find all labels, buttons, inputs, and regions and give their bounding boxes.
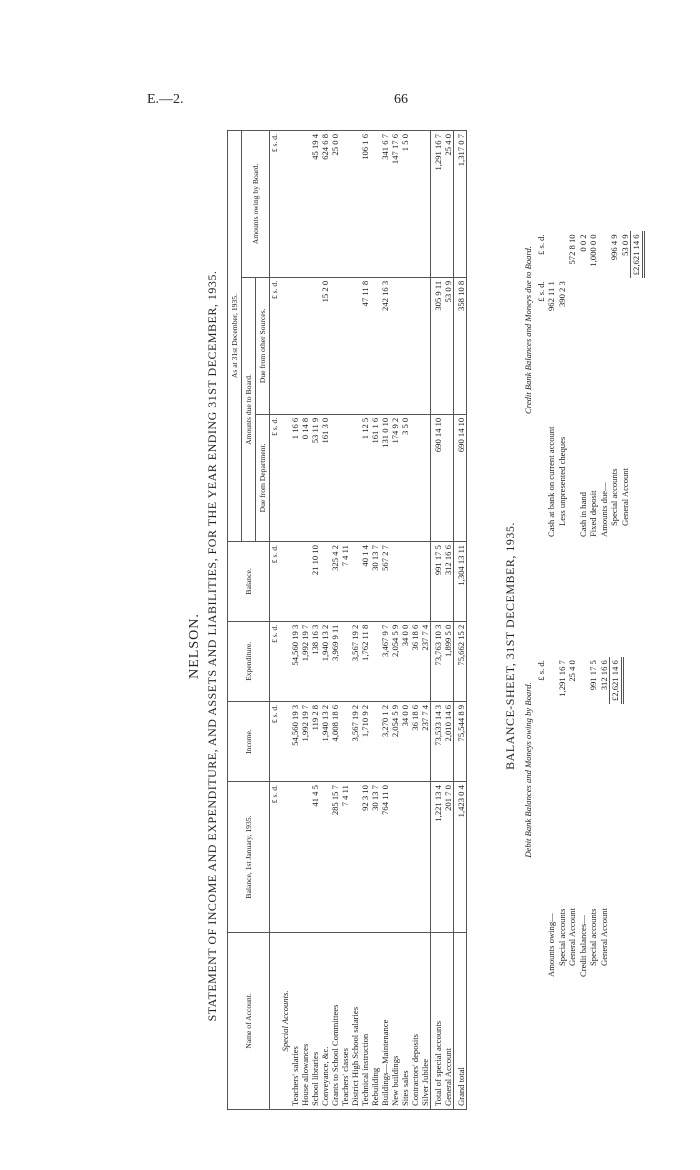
cell-bal [410, 542, 420, 622]
cell-owing: 341 6 7 [380, 131, 390, 278]
cell-exp: 3,467 9 7 [380, 621, 390, 701]
cell-bal-jan: 1,423 0 4 [454, 782, 467, 933]
cell-owing [290, 131, 300, 278]
cell-dept: 1 12 5 [360, 414, 370, 541]
list-item [609, 231, 620, 540]
credit-label: Fixed deposit [588, 490, 598, 537]
cell-owing: 1 5 0 [400, 131, 410, 278]
cell-exp: 1,899 5 0 [443, 621, 454, 701]
credit-table [536, 231, 645, 540]
account-name: Grants to School Committees [330, 933, 340, 1110]
cell-income: 75,544 8 9 [454, 701, 467, 781]
cell-exp: 36 18 6 [410, 621, 420, 701]
table-row [330, 131, 340, 1110]
cell-exp: 34 0 0 [400, 621, 410, 701]
col-due-dept: Due from Department. [256, 414, 270, 541]
cell-other [390, 277, 400, 414]
cell-bal [320, 542, 330, 622]
cell-exp [370, 621, 380, 701]
account-name: Teachers' salaries [290, 933, 300, 1110]
cell-other: 47 11 8 [360, 277, 370, 414]
cell-income: 4,008 18 6 [330, 701, 340, 781]
cell-bal: 567 2 7 [380, 542, 390, 622]
credit-label: Cash at bank on current account [546, 426, 556, 537]
account-name: General Account [443, 933, 454, 1110]
cell-bal: 30 13 7 [370, 542, 380, 622]
lsd-row [270, 131, 281, 1110]
list-item [546, 231, 557, 540]
cell-exp: 138 16 3 [310, 621, 320, 701]
cell-income: 54,560 19 3 [290, 701, 300, 781]
debit-label: Special accounts [588, 908, 598, 966]
cell-owing [300, 131, 310, 278]
col-owing: Amounts owing by Board. [242, 131, 270, 278]
cell-exp [340, 621, 350, 701]
cell-other [420, 277, 431, 414]
col-balance: Balance. [228, 542, 270, 622]
cell-bal-jan: 764 11 0 [380, 782, 390, 933]
account-name: Silver Jubilee [420, 933, 431, 1110]
account-name: New buildings [390, 933, 400, 1110]
cell-dept: 161 3 0 [320, 414, 330, 541]
cell-exp: 237 7 4 [420, 621, 431, 701]
list-item [588, 657, 599, 980]
list-item [620, 231, 631, 540]
cell-bal-jan [420, 782, 431, 933]
cell-income: 3,567 19 2 [350, 701, 360, 781]
table-row [454, 131, 467, 1110]
credit-value-2: 0 0 2 [577, 234, 588, 252]
credit-value-2: 996 4 9 [609, 234, 619, 261]
debit-label: Amounts owing— [546, 913, 556, 977]
list-item [599, 657, 610, 980]
cell-owing: 45 19 4 [310, 131, 320, 278]
debit-lsd: £ s. d. [535, 660, 546, 681]
debit-label: Special accounts [556, 908, 567, 966]
cell-owing: 1,317 0 7 [454, 131, 467, 278]
cell-bal-jan: 285 15 7 [330, 782, 340, 933]
cell-dept: 161 1 6 [370, 414, 380, 541]
credit-value-1 [609, 278, 620, 314]
cell-other [350, 277, 360, 414]
rotated-statement [185, 122, 645, 1170]
table-row [420, 131, 431, 1110]
cell-dept: 690 14 10 [454, 414, 467, 541]
cell-exp: 54,560 19 3 [290, 621, 300, 701]
cell-other: 358 10 8 [454, 277, 467, 414]
list-item [557, 231, 568, 540]
cell-other [330, 277, 340, 414]
credit-value-2 [546, 231, 557, 278]
debit-value: 991 17 5 [588, 660, 598, 691]
account-name: Conveyance, &c. [320, 933, 330, 1110]
cell-income: 2,010 14 6 [443, 701, 454, 781]
cell-owing [350, 131, 360, 278]
cell-income: 1,940 13 2 [320, 701, 330, 781]
debit-value: 1,291 16 7 [556, 660, 567, 697]
table-row [370, 131, 380, 1110]
cell-bal [420, 542, 431, 622]
credit-value-1 [588, 278, 599, 314]
statement-subtitle: STATEMENT OF INCOME AND EXPENDITURE, AND ASSETS AND LIABILITIES, FOR THE YEAR ENDING 31ST DECEMBER, 1935. [205, 270, 219, 1022]
cell-income: 36 18 6 [410, 701, 420, 781]
cell-dept [330, 414, 340, 541]
debit-value: 312 16 6 [598, 660, 609, 691]
cell-dept: 3 5 0 [400, 414, 410, 541]
account-name: Technical instruction [360, 933, 370, 1110]
account-name: House allowances [300, 933, 310, 1110]
table-row [431, 131, 444, 1110]
credit-value-2: 53 0 9 [619, 234, 630, 256]
cell-owing: 147 17 6 [390, 131, 400, 278]
debit-value [578, 657, 589, 704]
cell-owing [370, 131, 380, 278]
list-item [567, 657, 578, 980]
cell-other [410, 277, 420, 414]
cell-income: 1,710 9 2 [360, 701, 370, 781]
table-row [310, 131, 320, 1110]
cell-dept: 0 14 8 [300, 414, 310, 541]
cell-other [370, 277, 380, 414]
cell-dept: 690 14 10 [431, 414, 444, 541]
account-name: Teachers' classes [340, 933, 350, 1110]
col-name: Name of Account. [228, 933, 270, 1110]
credit-label: Special accounts [609, 468, 619, 526]
cell-income: 237 7 4 [420, 701, 431, 781]
cell-dept: 174 9 2 [390, 414, 400, 541]
col-balance-jan: Balance, 1st January, 1935. [228, 782, 270, 933]
col-expenditure: Expenditure. [228, 621, 270, 701]
account-name: Rebuilding [370, 933, 380, 1110]
credit-value-2 [557, 231, 568, 278]
cell-bal-jan [390, 782, 400, 933]
cell-income: 1,992 19 7 [300, 701, 310, 781]
lsd-label: £ s. d. [270, 414, 281, 541]
list-item [546, 657, 557, 980]
list-item [578, 231, 589, 540]
cell-dept: 53 11 9 [310, 414, 320, 541]
cell-other [300, 277, 310, 414]
cell-bal-jan: 7 4 11 [340, 782, 350, 933]
credit-total-row [631, 231, 644, 540]
credit-value-2 [599, 231, 610, 278]
section-label: Special Accounts. [280, 933, 290, 1110]
cell-bal [290, 542, 300, 622]
credit-heading: Credit Bank Balances and Moneys due to Board. [523, 246, 533, 414]
cell-income: 34 0 0 [400, 701, 410, 781]
cell-bal: 40 1 4 [360, 542, 370, 622]
cell-exp: 1,992 19 7 [300, 621, 310, 701]
lsd-label: £ s. d. [270, 131, 281, 278]
statement-table [227, 130, 467, 1110]
credit-lsd-2: £ s. d. [535, 234, 546, 255]
cell-dept [340, 414, 350, 541]
debit-total-row [610, 657, 623, 980]
account-name: Sites sales [400, 933, 410, 1110]
cell-bal: 991 17 5 [431, 542, 444, 622]
cell-other: 15 2 0 [320, 277, 330, 414]
table-row [380, 131, 390, 1110]
cell-other [310, 277, 320, 414]
table-row [300, 131, 310, 1110]
account-name: Buildings—Maintenance [380, 933, 390, 1110]
cell-bal: 21 10 10 [310, 542, 320, 622]
cell-bal: 7 4 11 [340, 542, 350, 622]
cell-bal-jan [290, 782, 300, 933]
page-code: E.—2. [147, 92, 184, 107]
table-row [443, 131, 454, 1110]
cell-bal: 312 16 6 [443, 542, 454, 622]
cell-dept: 131 0 10 [380, 414, 390, 541]
cell-dept [350, 414, 360, 541]
cell-income [340, 701, 350, 781]
credit-label: Less unpresented cheques [556, 436, 567, 526]
cell-owing: 25 4 0 [443, 131, 454, 278]
debit-label: General Account [598, 908, 609, 966]
lsd-label: £ s. d. [270, 277, 281, 414]
cell-exp: 75,662 15 2 [454, 621, 467, 701]
cell-bal-jan: 92 3 10 [360, 782, 370, 933]
cell-bal-jan: 30 13 7 [370, 782, 380, 933]
cell-bal-jan [410, 782, 420, 933]
balance-sheet-title: BALANCE-SHEET, 31ST DECEMBER, 1935. [503, 522, 517, 770]
credit-value-1: 962 11 1 [546, 281, 556, 311]
cell-owing: 25 0 0 [330, 131, 340, 278]
cell-bal [390, 542, 400, 622]
page-number: 66 [394, 92, 408, 107]
cell-owing: 1,291 16 7 [431, 131, 444, 278]
cell-exp: 2,054 5 9 [390, 621, 400, 701]
cell-bal-jan: 1,221 13 4 [431, 782, 444, 933]
cell-bal-jan [400, 782, 410, 933]
table-row [350, 131, 360, 1110]
cell-dept [410, 414, 420, 541]
document-title: NELSON. [187, 613, 202, 679]
cell-bal [400, 542, 410, 622]
cell-income: 73,533 14 3 [431, 701, 444, 781]
credit-label [567, 314, 578, 540]
col-income: Income. [228, 701, 270, 781]
table-row [360, 131, 370, 1110]
cell-other: 305 9 11 [431, 277, 444, 414]
cell-bal: 1,304 13 11 [454, 542, 467, 622]
cell-bal-jan: 201 7 0 [443, 782, 454, 933]
credit-value-1 [599, 278, 610, 314]
credit-value-1 [567, 278, 578, 314]
section-row [280, 131, 290, 1110]
balance-sheet-credit [523, 120, 645, 540]
col-due-other: Due from other Sources. [256, 277, 270, 414]
list-item [557, 657, 568, 980]
credit-value-1 [620, 278, 631, 314]
cell-bal-jan [320, 782, 330, 933]
cell-income: 2,054 5 9 [390, 701, 400, 781]
col-as-at: As at 31st December, 1935. [228, 131, 242, 542]
cell-exp: 1,940 13 2 [320, 621, 330, 701]
debit-label: General Account [567, 908, 577, 966]
cell-bal [300, 542, 310, 622]
credit-value-1: 390 2 3 [556, 281, 567, 308]
debit-value: 25 4 0 [567, 660, 577, 682]
cell-owing [420, 131, 431, 278]
list-item [588, 231, 599, 540]
cell-other [340, 277, 350, 414]
debit-total: £2,621 14 6 [610, 657, 623, 704]
list-item [578, 657, 589, 980]
cell-dept: 1 16 6 [290, 414, 300, 541]
cell-other [290, 277, 300, 414]
debit-table [536, 657, 624, 980]
credit-total: £2,621 14 6 [631, 231, 644, 278]
table-row [400, 131, 410, 1110]
balance-sheet-debit [523, 560, 624, 980]
cell-dept [420, 414, 431, 541]
col-due-to-board: Amounts due to Board. [242, 277, 256, 541]
lsd-label: £ s. d. [270, 542, 281, 622]
table-row [390, 131, 400, 1110]
cell-other: 53 0 9 [443, 277, 454, 414]
cell-bal-jan: 41 4 5 [310, 782, 320, 933]
cell-owing [410, 131, 420, 278]
cell-bal: 325 4 2 [330, 542, 340, 622]
debit-label: Credit balances— [577, 915, 588, 977]
cell-owing: 106 1 6 [360, 131, 370, 278]
cell-income [370, 701, 380, 781]
table-row [290, 131, 300, 1110]
cell-income: 119 2 8 [310, 701, 320, 781]
account-name: Total of special accounts [431, 933, 444, 1110]
cell-bal-jan [350, 782, 360, 933]
cell-dept [443, 414, 454, 541]
credit-label: Cash in hand [577, 492, 588, 537]
cell-bal-jan [300, 782, 310, 933]
cell-exp: 3,969 9 11 [330, 621, 340, 701]
lsd-label: £ s. d. [270, 782, 281, 933]
cell-other: 242 16 3 [380, 277, 390, 414]
credit-value-1 [578, 278, 589, 314]
credit-value-2: 1,000 0 0 [588, 234, 598, 267]
cell-owing: 624 6 8 [320, 131, 330, 278]
account-name: School libraries [310, 933, 320, 1110]
cell-income: 3,270 1 2 [380, 701, 390, 781]
cell-exp: 1,762 11 8 [360, 621, 370, 701]
table-row [340, 131, 350, 1110]
lsd-label: £ s. d. [270, 701, 281, 781]
credit-label: Amounts due— [598, 482, 609, 537]
account-name: Contractors' deposits [410, 933, 420, 1110]
table-row [320, 131, 330, 1110]
account-name: Grand total [454, 933, 467, 1110]
cell-exp: 73,763 10 3 [431, 621, 444, 701]
lsd-label: £ s. d. [270, 621, 281, 701]
credit-lsd-1: £ s. d. [535, 281, 546, 302]
account-name: District High School salaries [350, 933, 360, 1110]
credit-value-2: 572 8 10 [567, 234, 577, 265]
cell-bal [350, 542, 360, 622]
credit-label: General Account [619, 468, 630, 526]
list-item [599, 231, 610, 540]
debit-heading: Debit Bank Balances and Moneys owing by Board. [523, 682, 533, 858]
cell-exp: 3,567 19 2 [350, 621, 360, 701]
cell-owing [340, 131, 350, 278]
list-item [567, 231, 578, 540]
cell-other [400, 277, 410, 414]
table-row [410, 131, 420, 1110]
debit-value [546, 657, 557, 704]
